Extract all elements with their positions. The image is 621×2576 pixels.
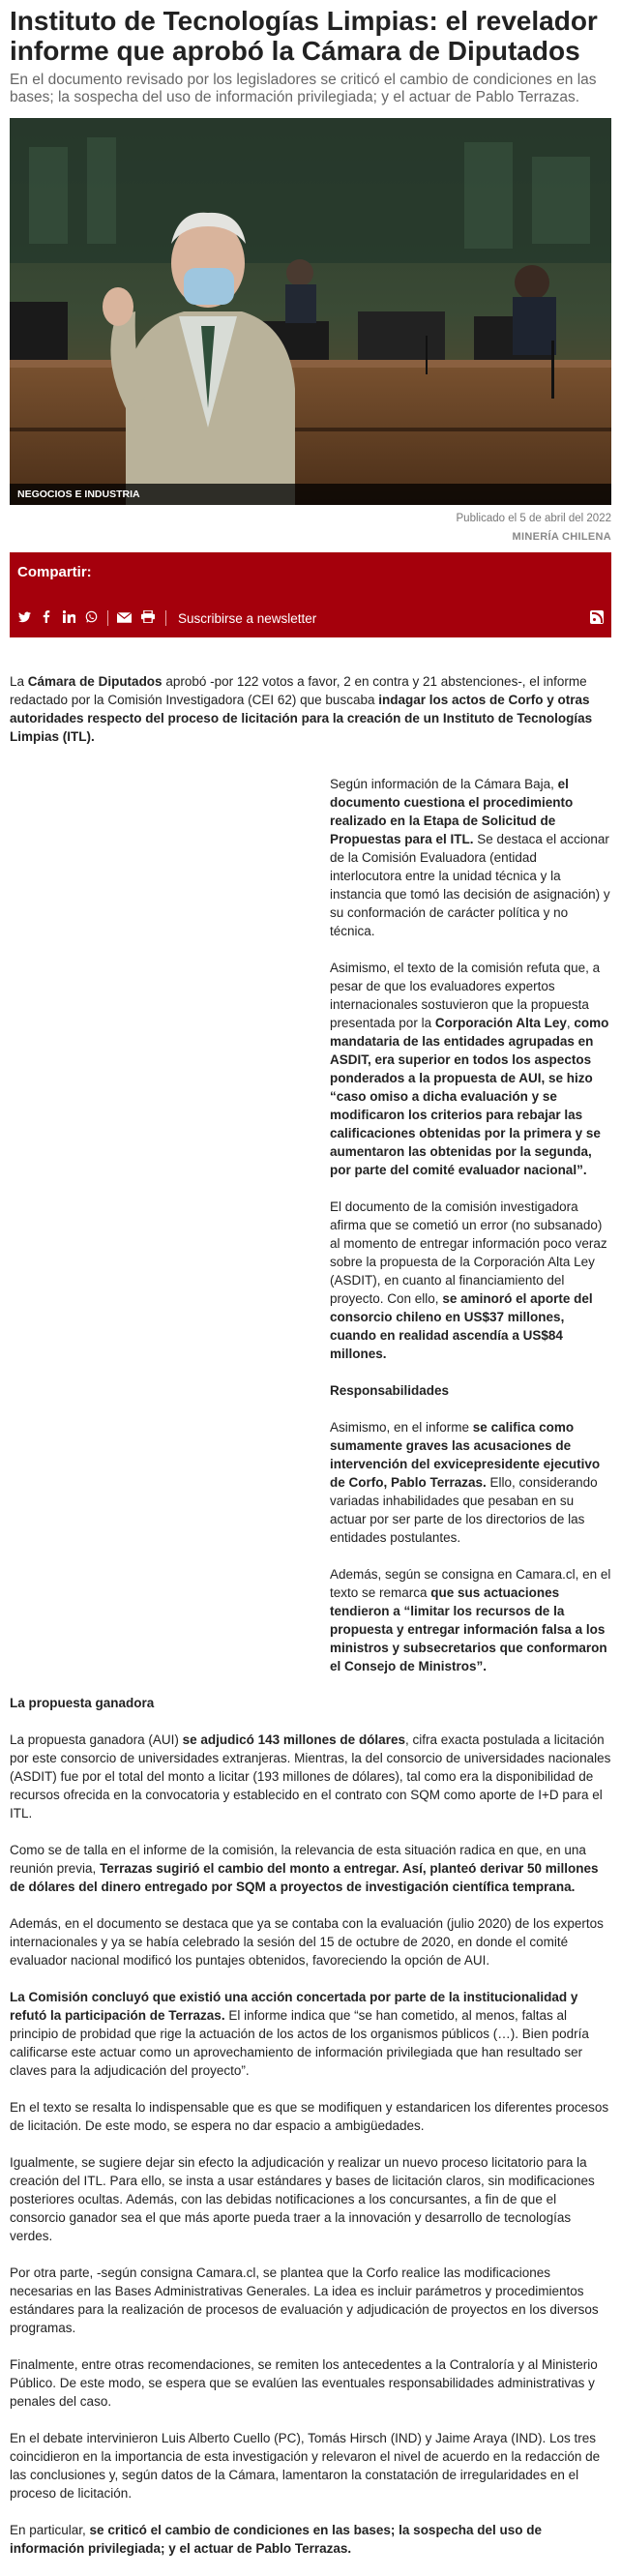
- text-run: Por otra parte, -según consigna Camara.cl, se plantea que la Corfo realice las modificaciones necesarias en las Bases Administrativas Generales. La idea es incluir parámetros y procedimientos estándares para la realización de procesos de evaluación y adjudicación de proyectos en los diversos programas.: [10, 2265, 599, 2335]
- bold-text: La Comisión concluyó que existió una acción concertada por parte de la institucionalidad y refutó la participación de Terrazas.: [10, 1990, 578, 2023]
- rss-icon[interactable]: [590, 610, 604, 624]
- twitter-icon[interactable]: [17, 611, 31, 626]
- paragraph: [10, 2098, 611, 2135]
- text-run: En el debate intervinieron Luis Alberto Cuello (PC), Tomás Hirsch (IND) y Jaime Araya (IND). Los tres coincidieron en la importancia de esta investigación y relevaron el nivel de acuerdo en la redacción de las conclusiones y, según datos de la Cámara, lamentaron la constatación de irregularidades en el proceso de licitación.: [10, 2431, 601, 2501]
- bold-text: Cámara de Diputados: [27, 674, 163, 689]
- text-run: En particular,: [10, 2523, 90, 2537]
- text-run: Además, según se consigna en Camara.cl, en el texto se remarca: [330, 1567, 611, 1600]
- text-run: ,: [566, 1016, 575, 1030]
- right-column: [330, 775, 611, 1675]
- paragraph: [10, 1731, 611, 1822]
- bold-text: el documento cuestiona el procedimiento realizado en la Etapa de Solicitud de Propuestas para el ITL.: [330, 777, 574, 846]
- text-run: , cifra exacta postulada a licitación por este consorcio de universidades extranjeras. Mientras, la del consorcio de universidades nacionales (ASDIT) fue por el total del monto a licitar (193 millones de dólares), tal como era la disponibilidad de recursos ofrecida en la convocatoria y establecido en el contrato con SQM como aporte de I+D para el ITL.: [10, 1732, 611, 1821]
- text-run: Asimismo, el texto de la comisión refuta que, a pesar de que los evaluadores expertos internacionales sostuvieron que la propuesta presentada por la: [330, 961, 601, 1030]
- paragraph: [10, 2355, 611, 2411]
- share-icons: [17, 610, 316, 626]
- text-run: Finalmente, entre otras recomendaciones, se remiten los antecedentes a la Contraloría y al Ministerio Público. De este modo, se espera que se evalúen las eventuales responsabilidades administrativas y penales del caso.: [10, 2357, 598, 2409]
- bold-text: se criticó el cambio de condiciones en las bases; la sospecha del uso de información privilegiada; y el actuar de Pablo Terrazas.: [10, 2523, 542, 2556]
- article-title: Instituto de Tecnologías Limpias: el revelador informe que aprobó la Cámara de Diputados: [10, 6, 598, 66]
- paragraph: [10, 1841, 611, 1896]
- text-run: La propuesta ganadora (AUI): [10, 1732, 183, 1747]
- newsletter-link[interactable]: Suscribirse a newsletter: [178, 610, 317, 626]
- text-run: Además, en el documento se destaca que ya se contaba con la evaluación (julio 2020) de los expertos internacionales y ya se había celebrado la sesión del 15 de octubre de 2020, en donde el comité evaluador nacional modificó los puntajes obtenidos, favoreciendo la opción de AUI.: [10, 1916, 604, 1968]
- facebook-icon[interactable]: [40, 610, 53, 626]
- bold-text: se califica como sumamente graves las acusaciones de intervención del exvicepresidente ejecutivo de Corfo, Pablo Terrazas.: [330, 1420, 601, 1490]
- bold-text: se aminoró el aporte del consorcio chileno en US$37 millones, cuando en realidad ascendía a US$84 millones.: [330, 1291, 593, 1361]
- print-icon[interactable]: [140, 610, 156, 626]
- paragraph: [10, 2153, 611, 2245]
- bold-text: Responsabilidades: [330, 1383, 450, 1398]
- text-run: Se destaca el accionar de la Comisión Evaluadora (entidad interlocutora entre la unidad técnica y la instancia que tomó las decisión de asignación) y su conformación de carácter política y no técnica.: [330, 832, 610, 938]
- text-run: Asimismo, en el informe: [330, 1420, 473, 1435]
- paragraph: [330, 775, 611, 940]
- full-width-body: [10, 1694, 611, 2558]
- article-subtitle: En el documento revisado por los legisladores se criticó el cambio de condiciones en las bases; la sospecha del uso de información privilegiada; y el actuar de Pablo Terrazas.: [10, 72, 597, 105]
- text-run: Como se de talla en el informe de la comisión, la relevancia de esta situación radica en que, en una reunión previa,: [10, 1843, 586, 1876]
- share-title: Compartir:: [17, 564, 92, 580]
- share-separator-2: [165, 610, 166, 626]
- whatsapp-icon[interactable]: [84, 610, 98, 626]
- bold-text: que sus actuaciones tendieron a “limitar los recursos de la propuesta y entregar información falsa a los ministros y subsecretarios que conformaron el Consejo de Ministros”.: [330, 1585, 607, 1673]
- article-lead: [10, 672, 611, 746]
- text-run: El documento de la comisión investigadora afirma que se cometió un error (no subsanado) al momento de entregar información poco veraz sobre la propuesta de la Corporación Alta Ley (ASDIT), en cuanto al financiamiento del proyecto. Con ello,: [330, 1199, 607, 1306]
- category-tag[interactable]: NEGOCIOS E INDUSTRIA: [10, 484, 611, 505]
- bold-text: se adjudicó 143 millones de dólares: [182, 1732, 405, 1747]
- text-run: En el texto se resalta lo indispensable que es que se modifiquen y estandaricen los diferentes procesos de licitación. De este modo, se espera no dar espacio a ambigüedades.: [10, 2100, 609, 2133]
- bold-text: La propuesta ganadora: [10, 1696, 155, 1710]
- paragraph: [330, 1381, 611, 1400]
- linkedin-icon[interactable]: [62, 610, 75, 626]
- chamber-photo: [10, 118, 611, 505]
- bold-text: Corporación Alta Ley: [434, 1016, 567, 1030]
- text-run: aprobó -por 122 votos a favor, 2 en contra y 21 abstenciones-, el informe redactado por la Comisión Investigadora (CEI 62) que buscaba: [10, 674, 587, 707]
- paragraph: [10, 2521, 611, 2558]
- paragraph: [330, 959, 611, 1179]
- paragraph: [10, 2429, 611, 2502]
- paragraph: [330, 1418, 611, 1547]
- bold-text: Terrazas sugirió el cambio del monto a entregar. Así, planteó derivar 50 millones de dólares del dinero entregado por SQM a proyectos de investigación científica temprana.: [10, 1861, 599, 1894]
- text-run: La: [10, 674, 28, 689]
- article-body: [10, 775, 611, 2558]
- email-icon[interactable]: [116, 611, 132, 626]
- text-run: Igualmente, se sugiere dejar sin efecto la adjudicación y realizar un nuevo proceso licitatorio para la creación del ITL. Para ello, se insta a usar estándares y bases de licitación claros, sin modificaciones posteriores ocultas. Además, con las debidas notificaciones a los concursantes, a fin de que el consorcio ganador sea el que más aporte pueda traer a la innovación y desarrollo de tecnologías verdes.: [10, 2155, 595, 2243]
- bold-text: como mandataria de las entidades agrupadas en ASDIT, era superior en todos los aspectos ponderados a la propuesta de AUI, se hizo “caso omiso a dicha evaluación y se modificaron los criterios para rebajar las calificaciones obtenidas por la primera y se aumentaron las obtenidas por la segunda, por parte del comité evaluador nacional”.: [330, 1016, 609, 1177]
- paragraph: [10, 1694, 611, 1712]
- publish-date: Publicado el 5 de abril del 2022: [456, 513, 611, 524]
- lead-paragraph: [10, 672, 611, 746]
- paragraph: [330, 1565, 611, 1675]
- paragraph: [10, 1988, 611, 2080]
- paragraph: [330, 1198, 611, 1363]
- hero-image: [10, 118, 611, 505]
- paragraph: [10, 1914, 611, 1969]
- share-separator: [107, 610, 108, 626]
- source-name: MINERÍA CHILENA: [512, 531, 611, 543]
- text-run: Según información de la Cámara Baja,: [330, 777, 558, 791]
- bold-text: indagar los actos de Corfo y otras autoridades respecto del proceso de licitación para la creación de un Instituto de Tecnologías Limpias (ITL).: [10, 693, 593, 744]
- text-run: El informe indica que “se han cometido, al menos, faltas al principio de probidad que rige la actuación de los actos de los organismos públicos (…). Bien podría calificarse este actuar como un aprovechamiento de información privilegiada que han resultado ser claves para la adjudicación del proyecto”.: [10, 2008, 589, 2078]
- paragraph: [10, 2264, 611, 2337]
- share-bar: [10, 552, 611, 637]
- text-run: Ello, considerando variadas inhabilidades que pesaban en su actuar por ser parte de los directorios de las entidades postulantes.: [330, 1475, 598, 1545]
